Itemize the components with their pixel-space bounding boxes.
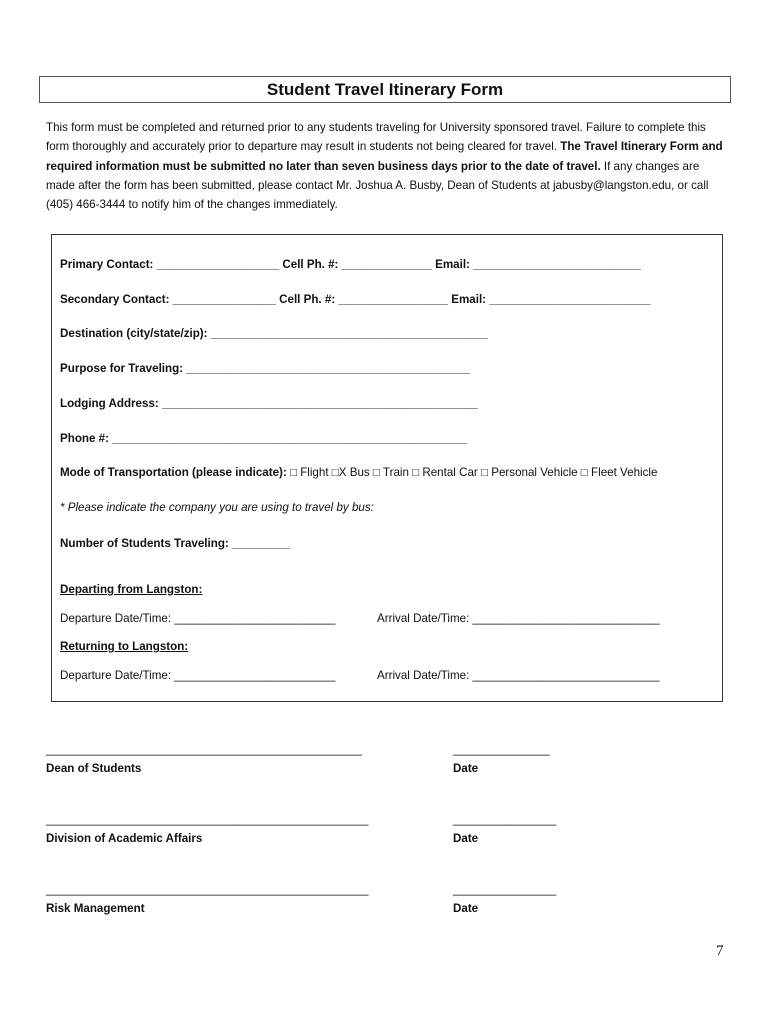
secondary-contact-field[interactable]: Secondary Contact: ________________ Cell Ph. #: _________________ Email: _________________________ — [60, 293, 651, 306]
academic-affairs-date-line[interactable]: ________________ — [453, 813, 557, 826]
form-title: Student Travel Itinerary Form — [39, 76, 731, 103]
risk-management-date-label: Date — [453, 902, 479, 915]
phone-field[interactable]: Phone #: _______________________________________________________ — [60, 432, 467, 445]
destination-field[interactable]: Destination (city/state/zip): ___________________________________________ — [60, 327, 488, 340]
intro-paragraph — [46, 118, 726, 214]
departing-departure-field[interactable]: Departure Date/Time: _________________________ — [60, 612, 336, 625]
intro-text-1: This form must be completed and returned prior to any students traveling for University sponsored travel. Failure to complete this form thoroughly and accurately prior to departure may result in students not being cleared for travel. — [46, 121, 706, 154]
intro-deadline-text: The Travel Itinerary Form and required information must be submitted no later than seven business days prior to the date of travel. — [46, 140, 723, 173]
academic-affairs-date-label: Date — [453, 832, 479, 845]
dean-date-line[interactable]: _______________ — [453, 743, 550, 756]
dean-signature-line[interactable]: _________________________________________________ — [46, 743, 362, 756]
academic-affairs-signature-line[interactable]: __________________________________________________ — [46, 813, 369, 826]
primary-contact-field[interactable]: Primary Contact: ___________________ Cell Ph. #: ______________ Email: __________________________ — [60, 258, 641, 271]
transportation-options[interactable]: □ Flight □X Bus □ Train □ Rental Car □ Personal Vehicle □ Fleet Vehicle — [286, 466, 658, 479]
intro-text-2: If any changes are made after the form has been submitted, please contact Mr. Joshua A. Busby, Dean of Students at jabusby@langston.edu, or call (405) 466-3444 to notify him of the changes immediately. — [46, 159, 709, 212]
risk-management-signature-label: Risk Management — [46, 902, 145, 915]
risk-management-date-line[interactable]: ________________ — [453, 883, 557, 896]
risk-management-signature-line[interactable]: __________________________________________________ — [46, 883, 369, 896]
number-of-students-field[interactable]: Number of Students Traveling: _________ — [60, 537, 291, 550]
returning-heading: Returning to Langston: — [60, 640, 189, 653]
academic-affairs-signature-label: Division of Academic Affairs — [46, 832, 203, 845]
departing-arrival-field[interactable]: Arrival Date/Time: _____________________________ — [377, 612, 660, 625]
lodging-address-field[interactable]: Lodging Address: _________________________________________________ — [60, 397, 478, 410]
purpose-field[interactable]: Purpose for Traveling: ____________________________________________ — [60, 362, 470, 375]
transportation-label: Mode of Transportation (please indicate): — [60, 466, 287, 479]
dean-signature-label: Dean of Students — [46, 762, 142, 775]
bus-company-note: * Please indicate the company you are using to travel by bus: — [60, 501, 374, 514]
page-number: 7 — [716, 943, 724, 959]
dean-date-label: Date — [453, 762, 479, 775]
departing-heading: Departing from Langston: — [60, 583, 203, 596]
transportation-mode-row[interactable] — [60, 466, 657, 479]
returning-departure-field[interactable]: Departure Date/Time: _________________________ — [60, 669, 336, 682]
returning-arrival-field[interactable]: Arrival Date/Time: _____________________________ — [377, 669, 660, 682]
